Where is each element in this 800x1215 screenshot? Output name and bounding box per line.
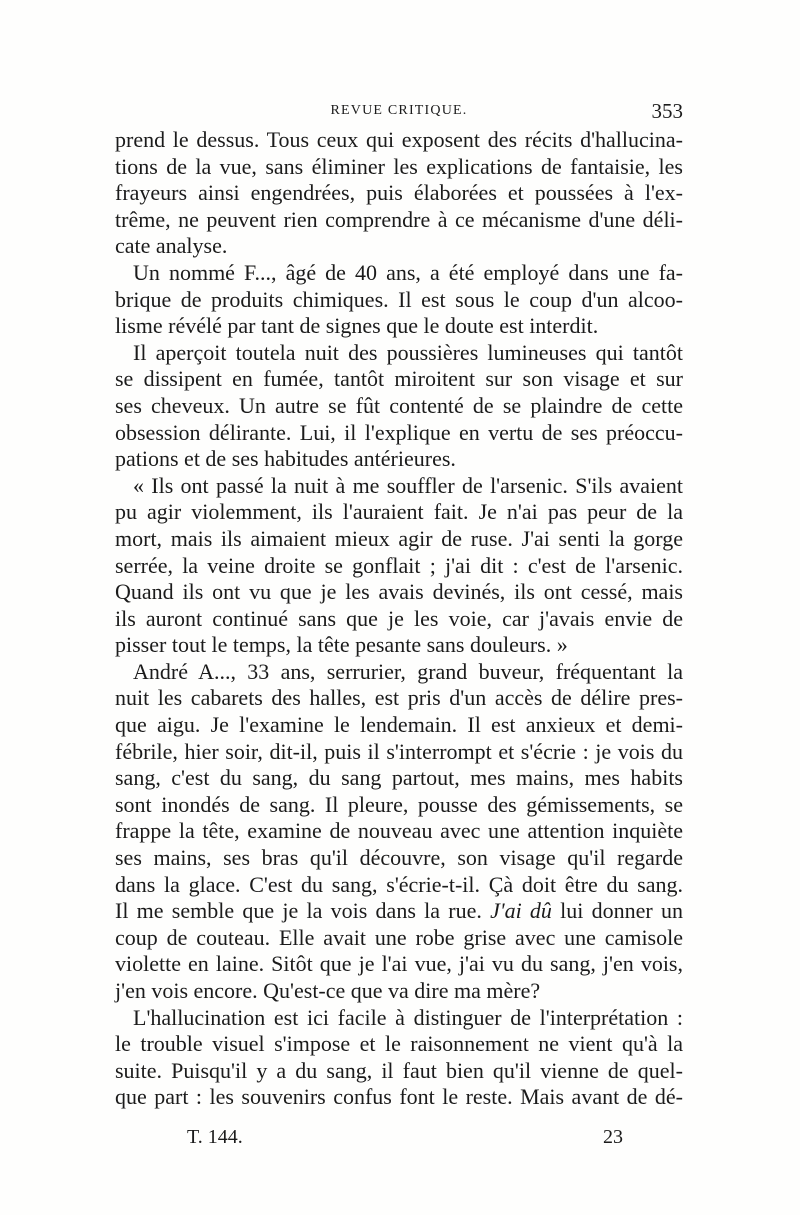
page-footer (115, 1124, 683, 1150)
text-line: « Ils ont passé la nuit à me souffler de l'arsenic. S'ils avaient (133, 472, 683, 498)
paragraph-4 (115, 473, 683, 659)
running-head (115, 98, 683, 124)
text-line: ils auront continué sans que je les voie, car j'avais envie de (115, 605, 683, 631)
text-line: ses mains, ses bras qu'il découvre, son visage qu'il regarde (115, 845, 683, 871)
paragraph-6 (115, 1005, 683, 1111)
text-line: que aigu. Je l'examine le lendemain. Il est anxieux et demi- (115, 712, 683, 738)
text-line: pisser tout le temps, la tête pesante sans douleurs. » (115, 632, 568, 658)
text-line: que part : les souvenirs confus font le reste. Mais avant de dé- (115, 1084, 683, 1110)
text-line: tions de la vue, sans éliminer les explications de fantaisie, les (115, 153, 683, 179)
text-fragment: lui donner un (551, 898, 683, 924)
text-line: frappe la tête, examine de nouveau avec une attention inquiète (115, 818, 683, 844)
text-line: ses cheveux. Un autre se fût contenté de se plaindre de cette (115, 392, 683, 418)
text-fragment: Il me semble que je la vois dans la rue. (115, 898, 491, 924)
text-line: frayeurs ainsi engendrées, puis élaborées et poussées à l'ex- (115, 180, 683, 206)
text-line: cate analyse. (115, 233, 228, 259)
text-line: coup de couteau. Elle avait une robe grise avec une camisole (115, 924, 683, 950)
text-line: fébrile, hier soir, dit-il, puis il s'interrompt et s'écrie : je vois du (115, 738, 683, 764)
text-line: Il aperçoit toutela nuit des poussières lumineuses qui tantôt (133, 339, 683, 365)
page-number: 353 (651, 99, 683, 123)
text-line: trême, ne peuvent rien comprendre à ce mécanisme d'une déli- (115, 206, 683, 232)
text-line: obsession délirante. Lui, il l'explique en vertu de ses préoccu- (115, 419, 683, 445)
text-line: sang, c'est du sang, du sang partout, mes mains, mes habits (115, 765, 683, 791)
text-line-with-italic (115, 898, 683, 925)
italic-phrase: J'ai dû (490, 898, 552, 924)
text-line: sont inondés de sang. Il pleure, pousse des gémissements, se (115, 791, 683, 817)
text-line: lisme révélé par tant de signes que le doute est interdit. (115, 313, 599, 339)
text-line: mort, mais ils aimaient mieux agir de ruse. J'ai senti la gorge (115, 525, 683, 551)
paragraph-1 (115, 127, 683, 260)
paragraph-2 (115, 260, 683, 340)
text-line: violette en laine. Sitôt que je l'ai vue, j'ai vu du sang, j'en vois, (115, 951, 683, 977)
text-line: nuit les cabarets des halles, est pris d'un accès de délire pres- (115, 685, 683, 711)
text-line: dans la glace. C'est du sang, s'écrie-t-il. Çà doit être du sang. (115, 871, 683, 897)
text-line: serrée, la veine droite se gonflait ; j'ai dit : c'est de l'arsenic. (115, 552, 683, 578)
text-line: prend le dessus. Tous ceux qui exposent des récits d'hallucina- (115, 127, 683, 152)
text-line: pu agir violemment, ils l'auraient fait. Je n'ai pas peur de la (115, 499, 683, 525)
text-line: suite. Puisqu'il y a du sang, il faut bien qu'il vienne de quel- (115, 1057, 683, 1083)
text-line: Un nommé F..., âgé de 40 ans, a été employé dans une fa- (133, 259, 683, 285)
text-line: se dissipent en fumée, tantôt miroitent sur son visage et sur (115, 366, 683, 392)
text-line: brique de produits chimiques. Il est sous le coup d'un alcoo- (115, 286, 683, 312)
text-line: L'hallucination est ici facile à distinguer de l'interprétation : (133, 1004, 683, 1030)
paragraph-5 (115, 659, 683, 1005)
text-line: Quand ils ont vu que je les avais devinés, ils ont cessé, mais (115, 579, 683, 605)
text-line: André A..., 33 ans, serrurier, grand buveur, fréquentant la (133, 658, 683, 684)
text-line: le trouble visuel s'impose et le raisonnement ne vient qu'à la (115, 1031, 683, 1057)
paragraph-3 (115, 340, 683, 473)
body-text (115, 127, 683, 1111)
journal-title: REVUE CRITIQUE. (330, 103, 468, 118)
text-line: pations et de ses habitudes antérieures. (115, 446, 456, 472)
text-line: j'en vois encore. Qu'est-ce que va dire ma mère? (115, 978, 541, 1003)
sheet-number: 23 (603, 1126, 623, 1148)
signature-mark: T. 144. (187, 1126, 243, 1148)
